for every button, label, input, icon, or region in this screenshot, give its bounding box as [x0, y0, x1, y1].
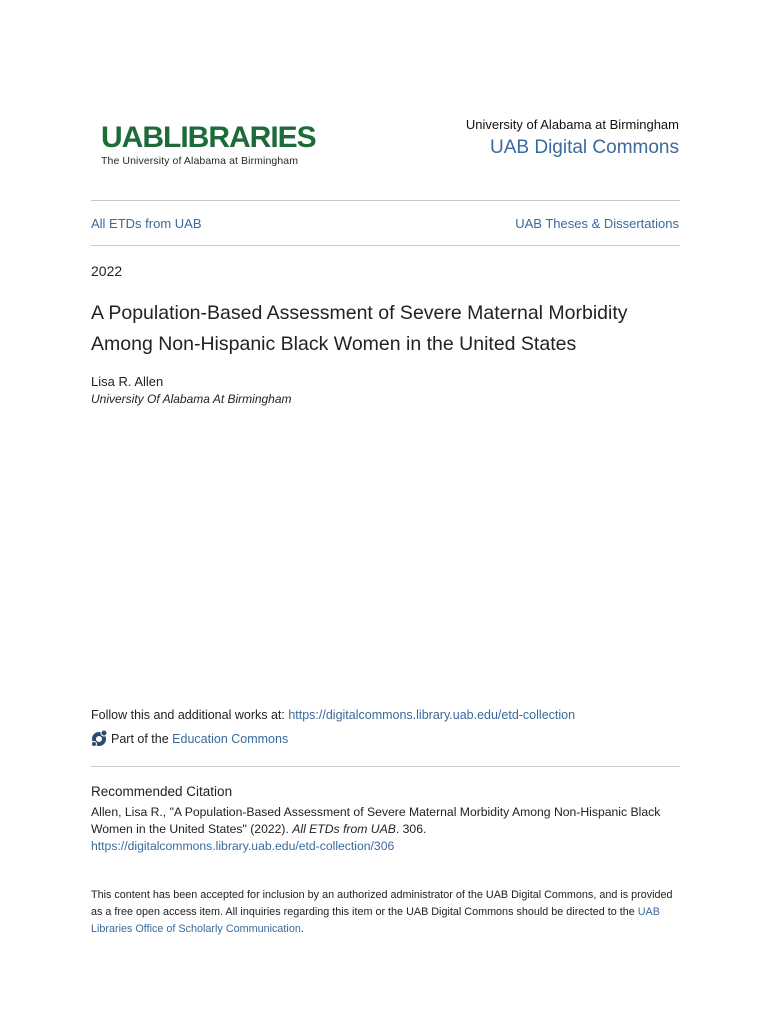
divider [91, 200, 680, 201]
author-affiliation: University Of Alabama At Birmingham [91, 392, 292, 406]
author-name: Lisa R. Allen [91, 374, 164, 389]
all-etds-link[interactable]: All ETDs from UAB [91, 216, 202, 231]
follow-prefix: Follow this and additional works at: [91, 708, 289, 722]
notice-text: This content has been accepted for inclusion by an authorized administrator of the UAB Digital Commons, and is provided as a free open access item. All inquiries regarding this item or the UAB Digital Commons should be directed to the [91, 889, 673, 918]
uab-libraries-logo [101, 120, 331, 172]
uab-libraries-logo-mark [101, 120, 331, 152]
publication-year: 2022 [91, 263, 123, 279]
logo-subtitle: The University of Alabama at Birmingham [101, 155, 299, 167]
network-icon [91, 729, 108, 748]
citation-heading: Recommended Citation [91, 784, 233, 799]
citation-url-link[interactable]: https://digitalcommons.library.uab.edu/etd-collection/306 [91, 839, 395, 853]
citation-text [91, 804, 691, 855]
part-of-prefix: Part of the [111, 731, 169, 746]
logo-wordmark: UABLIBRARIES [101, 121, 316, 152]
divider [91, 245, 680, 246]
theses-dissertations-link[interactable]: UAB Theses & Dissertations [515, 216, 679, 231]
divider [91, 766, 680, 767]
scholarly-communication-link[interactable]: UAB Libraries Office of Scholarly Communication [91, 906, 660, 935]
institution-name: University of Alabama at Birmingham [465, 117, 679, 132]
access-notice [91, 887, 681, 938]
citation-body: Allen, Lisa R., "A Population-Based Assessment of Severe Maternal Morbidity Among Non-Hispanic Black Women in the United States" (2022). [91, 805, 661, 836]
citation-number: . 306. [395, 822, 427, 836]
institution-block [466, 117, 679, 159]
follow-line [91, 708, 575, 722]
document-title: A Population-Based Assessment of Severe Maternal Morbidity Among Non-Hispanic Black Women in the United States [91, 302, 628, 355]
education-commons-link[interactable]: Education Commons [172, 731, 289, 746]
collection-url-link[interactable]: https://digitalcommons.library.uab.edu/etd-collection [288, 708, 576, 722]
part-of-line [91, 729, 288, 748]
notice-suffix: . [300, 923, 304, 935]
repository-link[interactable]: UAB Digital Commons [490, 137, 679, 158]
citation-series: All ETDs from UAB [292, 822, 396, 836]
